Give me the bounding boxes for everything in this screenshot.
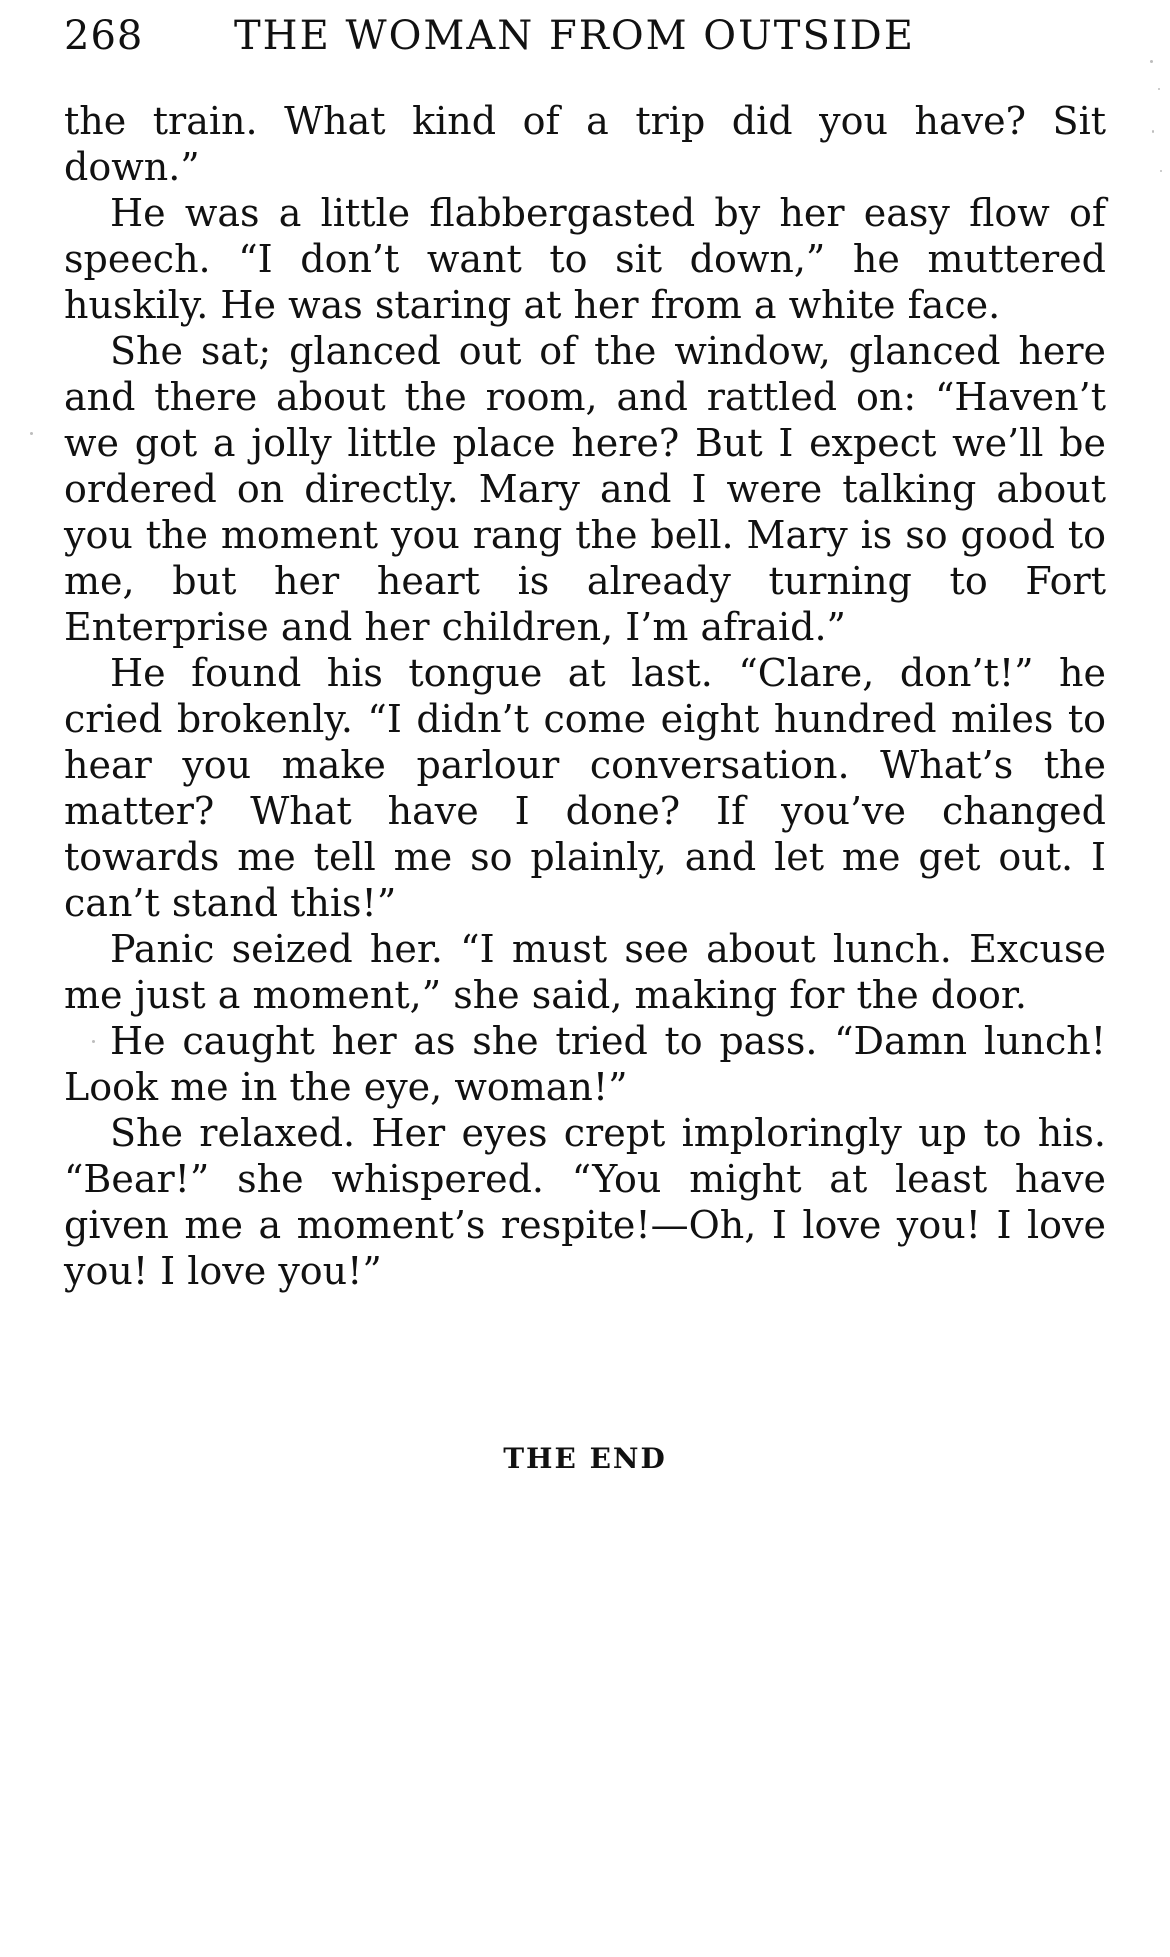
scan-speck [1158,88,1160,90]
scan-speck [1152,130,1154,133]
running-title: THE WOMAN FROM OUTSIDE [234,13,915,59]
page-number: 268 [64,13,144,59]
scan-speck [92,1040,95,1043]
paragraph: He found his tongue at last. “Clare, don’t!” he cried brokenly. “I didn’t come eight hundred miles to hear you make parlour conversation. What’s the matter? What have I done? If you’ve changed towards me tell me so plainly, and let me get out. I can’t stand this!” [64,651,1106,925]
paragraph: She relaxed. Her eyes crept imploringly up to his. “Bear!” she whispered. “You might at least have given me a moment’s respite!—Oh, I love you! I love you! I love you!” [64,1111,1106,1293]
scan-speck [1160,170,1162,172]
paragraph-continued: the train. What kind of a trip did you have? Sit down.” [64,99,1106,189]
running-head [64,6,1094,66]
scan-speck [1150,60,1153,63]
paragraph: He caught her as she tried to pass. “Damn lunch! Look me in the eye, woman!” [64,1019,1106,1109]
end-mark: THE END [503,1442,667,1475]
paragraph: Panic seized her. “I must see about lunch. Excuse me just a moment,” she said, making for the door. [64,927,1106,1017]
body-text [64,98,1106,1294]
paragraph: She sat; glanced out of the window, glanced here and there about the room, and rattled on: “Haven’t we got a jolly little place here? But I expect we’ll be ordered on directly. Mary and I were talking about you the moment you rang the bell. Mary is so good to me, but her heart is already turning to Fort Enterprise and her children, I’m afraid.” [64,329,1106,649]
paragraph: He was a little flabbergasted by her easy flow of speech. “I don’t want to sit down,” he muttered huskily. He was staring at her from a white face. [64,191,1106,327]
scan-speck [30,432,33,435]
